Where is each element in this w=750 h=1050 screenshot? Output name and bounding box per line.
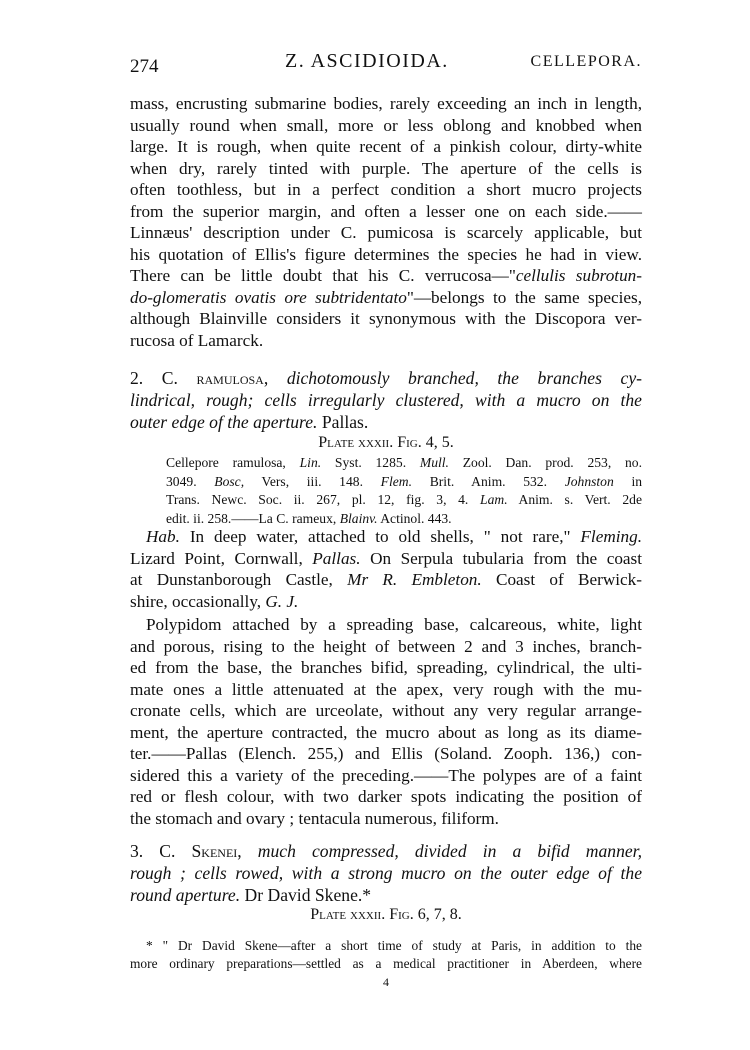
text-line: There can be little doubt that his C. verrucosa—"cellulis subrotun-: [130, 266, 642, 285]
text-line: sidered this a variety of the preceding.——The polypes are of a faint: [130, 765, 642, 785]
text-line: often toothless, but in a perfect condition a short mucro projects: [130, 180, 642, 199]
description-paragraph: [130, 614, 642, 829]
species-3-heading: [130, 840, 642, 906]
signature-mark: 4: [383, 975, 389, 989]
text-line: ed from the base, the branches bifid, spreading, cylindrical, the ulti-: [130, 658, 642, 677]
continued-paragraph: [130, 93, 642, 351]
text-line: Linnæus' description under C. pumicosa is scarcely applicable, but: [130, 223, 642, 242]
text-line: do-glomeratis ovatis ore subtridentato"—belongs to the same species,: [130, 287, 642, 307]
page-number: 274: [130, 56, 159, 77]
plate-reference: Plate xxxii. Fig. 4, 5.: [318, 434, 454, 451]
running-genus: CELLEPORA.: [530, 53, 642, 70]
text-line: his quotation of Ellis's figure determines the species he had in view.: [130, 244, 642, 264]
species-number: 3. C.: [130, 841, 176, 861]
plate-reference: Plate xxxii. Fig. 6, 7, 8.: [310, 906, 462, 923]
footnote-line: more ordinary preparations—settled as a medical practitioner in Aberdeen, where: [130, 956, 642, 971]
text-line: and porous, rising to the height of between 2 and 3 inches, branch-: [130, 636, 642, 656]
hab-label: Hab.: [146, 527, 180, 546]
footnote: [130, 937, 642, 973]
text-line: ter.——Pallas (Elench. 255,) and Ellis (Soland. Zooph. 136,) con-: [130, 744, 642, 763]
synonymy: Cellepore ramulosa, Lin. Syst. 1285. Mull. Zool. Dan. prod. 253, no. 3049. Bosc, Vers, iii. 148. Flem. Brit. Anim. 532. Johnston in Trans. Newc. Soc. ii. 267, pl. 12, fig. 3, 4. Lam. Anim. s. Vert. 2de edit. ii. 258.——La C. rameux, Blainv. Actinol. 443.: [166, 455, 643, 526]
species-name: ramulosa,: [196, 368, 269, 388]
text-line: although Blainville considers it synonymous with the Discopora ver-: [130, 309, 642, 328]
text-line: red or flesh colour, with two darker spots indicating the position of: [130, 787, 642, 806]
species-description: outer edge of the aperture.: [130, 412, 318, 432]
text-line: the stomach and ovary ; tentacula numerous, filiform.: [130, 808, 499, 828]
running-title: Z. ASCIDIOIDA.: [285, 50, 449, 72]
text-line: ment, the aperture contracted, the mucro about as long as its diame-: [130, 722, 642, 742]
species-description: lindrical, rough; cells irregularly clustered, with a mucro on the: [130, 390, 642, 410]
species-description: rough ; cells rowed, with a strong mucro on the outer edge of the: [130, 863, 642, 883]
text-line: mate ones a little attenuated at the apex, very rough with the mu-: [130, 679, 642, 699]
habitat-paragraph: Hab. In deep water, attached to old shells, " not rare," Fleming. Lizard Point, Cornwall, Pallas. On Serpula tubularia from the coast at Dunstanborough Castle, Mr R. Embleton. Coast of Berwick- shire, occasionally, G. J.: [130, 527, 643, 611]
species-2-heading: [130, 367, 642, 433]
species-number: 2. C.: [130, 368, 178, 388]
text-line: large. It is rough, when quite recent of a pinkish colour, dirty-white: [130, 137, 642, 156]
text-line: rucosa of Lamarck.: [130, 330, 264, 350]
text-line: usually round when small, more or less oblong and knobbed when: [130, 115, 642, 135]
text-line: when dry, rarely tinted with purple. The aperture of the cells is: [130, 158, 642, 178]
species-author: Dr David Skene.*: [244, 885, 372, 905]
footnote-line: * " Dr David Skene—after a short time of study at Paris, in addition to the: [146, 938, 642, 953]
running-header: [130, 48, 642, 78]
text-line: Polypidom attached by a spreading base, calcareous, white, light: [146, 615, 642, 634]
text-line: from the superior margin, and often a lesser one on each side.——: [130, 201, 642, 221]
species-description: dichotomously branched, the branches cy-: [286, 368, 643, 388]
text-line: mass, encrusting submarine bodies, rarely exceeding an inch in length,: [130, 94, 642, 113]
species-name: Skenei,: [191, 841, 242, 861]
species-description: much compressed, divided in a bifid manner,: [257, 841, 642, 861]
species-description: round aperture.: [130, 885, 241, 905]
text-line: cronate cells, which are urceolate, without any very regular arrange-: [130, 701, 642, 720]
species-author: Pallas.: [321, 412, 369, 432]
